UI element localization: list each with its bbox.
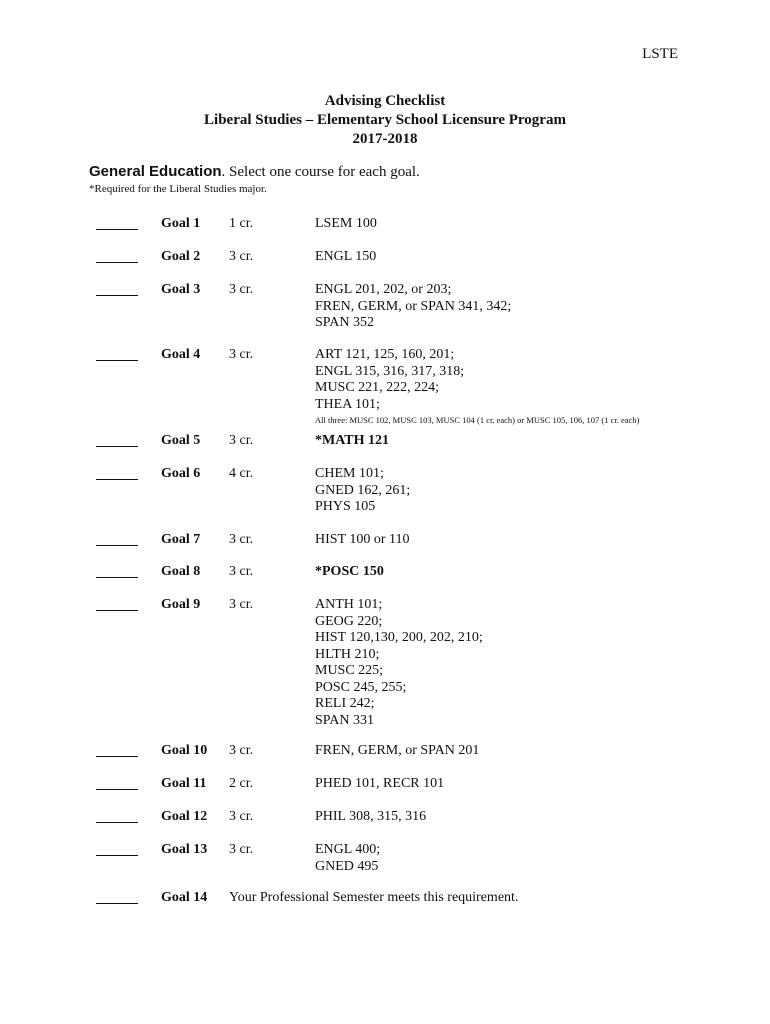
course-line: RELI 242;: [315, 696, 375, 711]
goal-credits: 3 cr.: [229, 433, 254, 448]
goal-credits: 3 cr.: [229, 564, 254, 579]
checkbox-blank-line[interactable]: [96, 262, 138, 263]
course-line: *MATH 121: [315, 433, 390, 448]
goal-courses: [315, 597, 735, 729]
document-title: [0, 92, 770, 149]
course-line: PHED 101, RECR 101: [315, 776, 445, 791]
goal-credits: 2 cr.: [229, 776, 254, 791]
course-line: SPAN 331: [315, 712, 375, 728]
checkbox-blank-line[interactable]: [96, 903, 138, 904]
checkbox-blank-line[interactable]: [96, 295, 138, 296]
goal-credits: 3 cr.: [229, 282, 254, 297]
gen-ed-heading: General Education: [89, 163, 222, 180]
course-line: HIST 120,130, 200, 202, 210;: [315, 630, 483, 645]
document-code: LSTE: [642, 46, 678, 62]
checkbox-blank-line[interactable]: [96, 545, 138, 546]
course-line: GNED 495: [315, 858, 379, 874]
course-line: PHYS 105: [315, 499, 376, 514]
course-line: ENGL 400;: [315, 842, 381, 857]
course-line: HIST 100 or 110: [315, 532, 410, 547]
goal-courses: [315, 532, 735, 549]
goal-label: Goal 4: [161, 347, 201, 362]
checkbox-blank-line[interactable]: [96, 229, 138, 230]
goal-courses: [315, 466, 735, 516]
course-line: FREN, GERM, or SPAN 341, 342;: [315, 298, 512, 314]
course-line: GEOG 220;: [315, 613, 383, 629]
course-line: *POSC 150: [315, 564, 384, 579]
course-line: FREN, GERM, or SPAN 201: [315, 743, 480, 758]
course-line: PHIL 308, 315, 316: [315, 809, 427, 824]
goal-credits: 3 cr.: [229, 842, 254, 857]
required-note: *Required for the Liberal Studies major.: [89, 183, 267, 195]
goal-credits: 3 cr.: [229, 532, 254, 547]
goal-label: Goal 1: [161, 216, 201, 231]
course-line: LSEM 100: [315, 216, 377, 231]
goal-label: Goal 8: [161, 564, 201, 579]
goal-credits: 3 cr.: [229, 597, 254, 612]
checkbox-blank-line[interactable]: [96, 577, 138, 578]
course-line: SPAN 352: [315, 315, 375, 330]
goal-courses: [315, 842, 735, 875]
course-line: THEA 101;: [315, 396, 380, 412]
goal-credits: 3 cr.: [229, 743, 254, 758]
title-line-2: Liberal Studies – Elementary School Licensure Program: [204, 112, 566, 128]
checkbox-blank-line[interactable]: [96, 360, 138, 361]
goal-label: Goal 10: [161, 743, 208, 758]
checkbox-blank-line[interactable]: [96, 855, 138, 856]
course-line: ART 121, 125, 160, 201;: [315, 347, 455, 362]
goal-courses: [315, 743, 735, 760]
title-line-3: 2017-2018: [352, 131, 418, 147]
course-line: MUSC 221, 222, 224;: [315, 380, 440, 395]
course-line: HLTH 210;: [315, 646, 380, 662]
checkbox-blank-line[interactable]: [96, 446, 138, 447]
course-line: ENGL 201, 202, or 203;: [315, 282, 452, 297]
course-line: ANTH 101;: [315, 597, 383, 612]
course-line: GNED 162, 261;: [315, 482, 411, 498]
goal-text: Your Professional Semester meets this requirement.: [229, 890, 519, 905]
goal-courses: [315, 249, 735, 266]
goal-courses: [315, 347, 735, 427]
goal-label: Goal 12: [161, 809, 208, 824]
goal-courses: [315, 809, 735, 826]
checkbox-blank-line[interactable]: [96, 756, 138, 757]
gen-ed-instruction: . Select one course for each goal.: [221, 164, 420, 180]
goal-courses: [315, 433, 735, 450]
gen-ed-heading-line: [89, 163, 420, 181]
goal-label: Goal 9: [161, 597, 201, 612]
course-line: MUSC 225;: [315, 663, 384, 678]
course-small-note: All three: MUSC 102, MUSC 103, MUSC 104 (1 cr. each) or MUSC 105, 106, 107 (1 cr. each): [315, 415, 640, 425]
goal-courses: [315, 216, 735, 233]
title-line-1: Advising Checklist: [324, 93, 446, 109]
goal-credits: 3 cr.: [229, 809, 254, 824]
checkbox-blank-line[interactable]: [96, 822, 138, 823]
checkbox-blank-line[interactable]: [96, 789, 138, 790]
course-line: ENGL 150: [315, 249, 377, 264]
goal-label: Goal 5: [161, 433, 201, 448]
goal-label: Goal 6: [161, 466, 201, 481]
goal-label: Goal 11: [161, 776, 207, 791]
checkbox-blank-line[interactable]: [96, 610, 138, 611]
checkbox-blank-line[interactable]: [96, 479, 138, 480]
course-line: CHEM 101;: [315, 466, 384, 481]
goal-courses: [315, 564, 735, 581]
goal-credits: 1 cr.: [229, 216, 254, 231]
goal-label: Goal 13: [161, 842, 208, 857]
goal-courses: [315, 776, 735, 793]
goal-label: Goal 2: [161, 249, 201, 264]
goal-label: Goal 14: [161, 890, 208, 905]
course-line: POSC 245, 255;: [315, 679, 407, 695]
course-line: ENGL 315, 316, 317, 318;: [315, 363, 465, 379]
goal-credits: 3 cr.: [229, 347, 254, 362]
goal-courses: [315, 282, 735, 332]
goal-label: Goal 7: [161, 532, 201, 547]
goal-label: Goal 3: [161, 282, 201, 297]
goal-credits: 4 cr.: [229, 466, 254, 481]
goal-credits: 3 cr.: [229, 249, 254, 264]
